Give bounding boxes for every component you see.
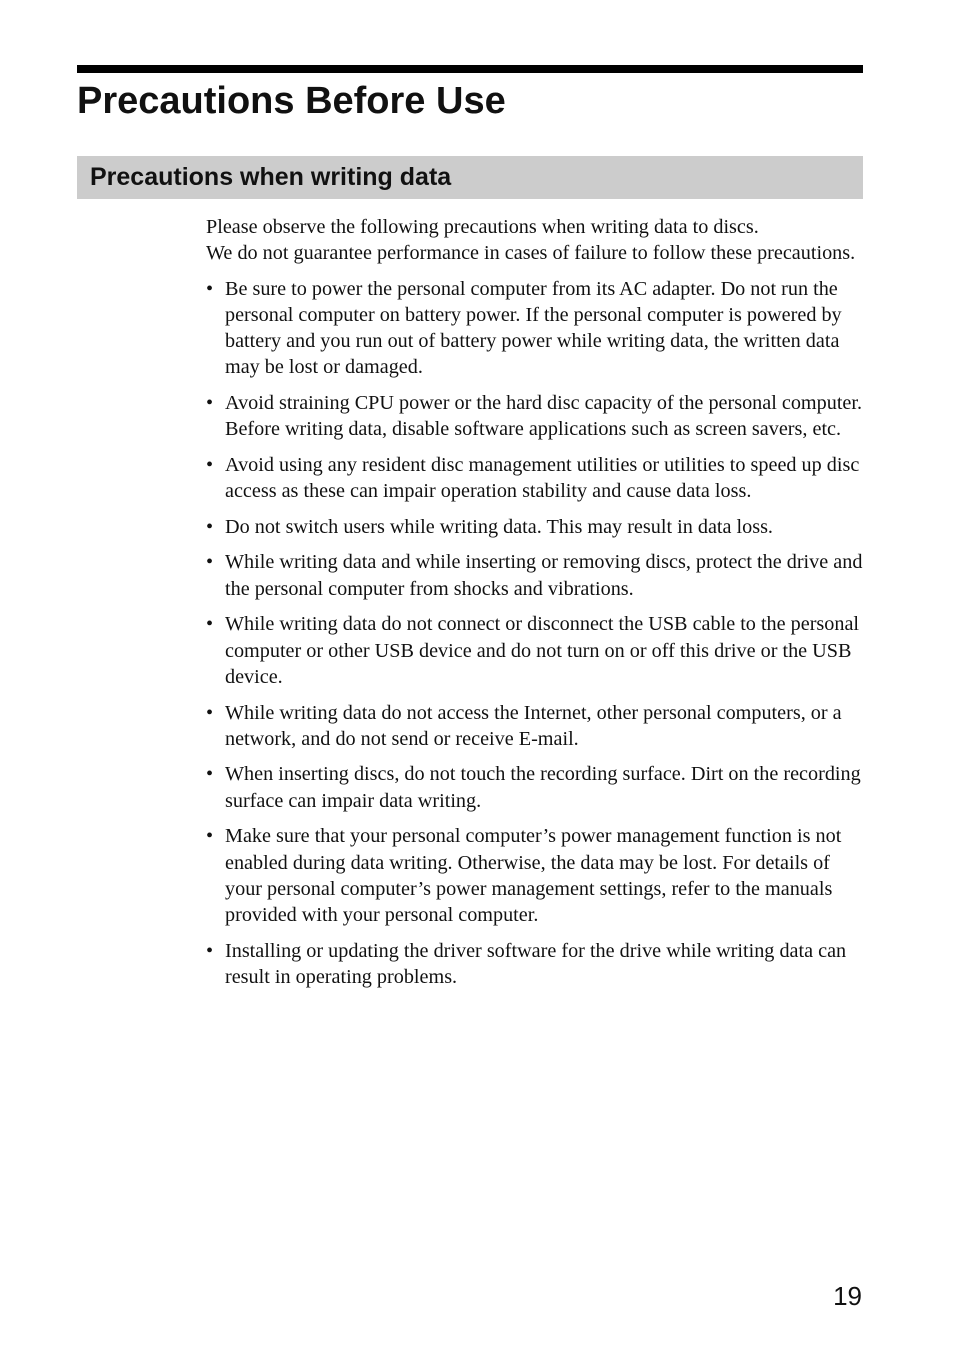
intro-line: Please observe the following precautions when writing data to discs. [206, 216, 759, 238]
list-item [206, 611, 866, 690]
page-title: Precautions Before Use [77, 80, 506, 122]
list-item [206, 549, 866, 602]
bullet-icon: • [206, 825, 214, 848]
bullet-icon: • [206, 701, 214, 724]
list-item [206, 700, 866, 753]
list-item [206, 452, 866, 505]
list-item [206, 390, 866, 443]
list-item-text: Make sure that your personal computer’s power management function is not enabled during data writing. Otherwise, the data may be lost. For details of your personal computer’s power management settings, refer to the manuals provided with your personal computer. [225, 825, 842, 927]
bullet-icon: • [206, 551, 214, 574]
list-item-text: While writing data do not access the Internet, other personal computers, or a network, and do not send or receive E-mail. [225, 701, 842, 750]
list-item-text: Installing or updating the driver software for the drive while writing data can result in operating problems. [225, 939, 847, 989]
list-item-text: Be sure to power the personal computer from its AC adapter. Do not run the personal computer on battery power. If the personal computer is powered by battery and you run out of battery power while writing data, the written data may be lost or damaged. [225, 277, 842, 379]
section-title: Precautions when writing data [90, 163, 452, 191]
section-header-band [77, 156, 863, 199]
page-number: 19 [833, 1281, 862, 1311]
bullet-icon: • [206, 763, 214, 786]
list-item [206, 276, 866, 381]
bullet-icon: • [206, 613, 214, 636]
list-item-text: Avoid straining CPU power or the hard disc capacity of the personal computer. Before writing data, disable software applications such as screen savers, etc. [225, 392, 863, 441]
list-item [206, 761, 866, 814]
precautions-list [206, 276, 866, 991]
bullet-icon: • [206, 277, 214, 300]
intro-paragraph [206, 214, 866, 267]
section-body [206, 214, 866, 1000]
bullet-icon: • [206, 392, 214, 415]
list-item-text: Do not switch users while writing data. This may result in data loss. [225, 515, 773, 538]
list-item [206, 823, 866, 928]
bullet-icon: • [206, 515, 214, 538]
top-rule [77, 65, 863, 73]
list-item-text: While writing data and while inserting or removing discs, protect the drive and the personal computer from shocks and vibrations. [225, 551, 863, 600]
bullet-icon: • [206, 939, 214, 962]
list-item [206, 514, 866, 540]
list-item-text: When inserting discs, do not touch the recording surface. Dirt on the recording surface can impair data writing. [225, 763, 861, 812]
intro-line: We do not guarantee performance in cases of failure to follow these precautions. [206, 242, 856, 265]
list-item-text: Avoid using any resident disc management utilities or utilities to speed up disc access as these can impair operation stability and cause data loss. [225, 453, 860, 503]
list-item [206, 938, 866, 991]
list-item-text: While writing data do not connect or disconnect the USB cable to the personal computer or other USB device and do not turn on or off this drive or the USB device. [225, 613, 860, 688]
bullet-icon: • [206, 453, 214, 476]
